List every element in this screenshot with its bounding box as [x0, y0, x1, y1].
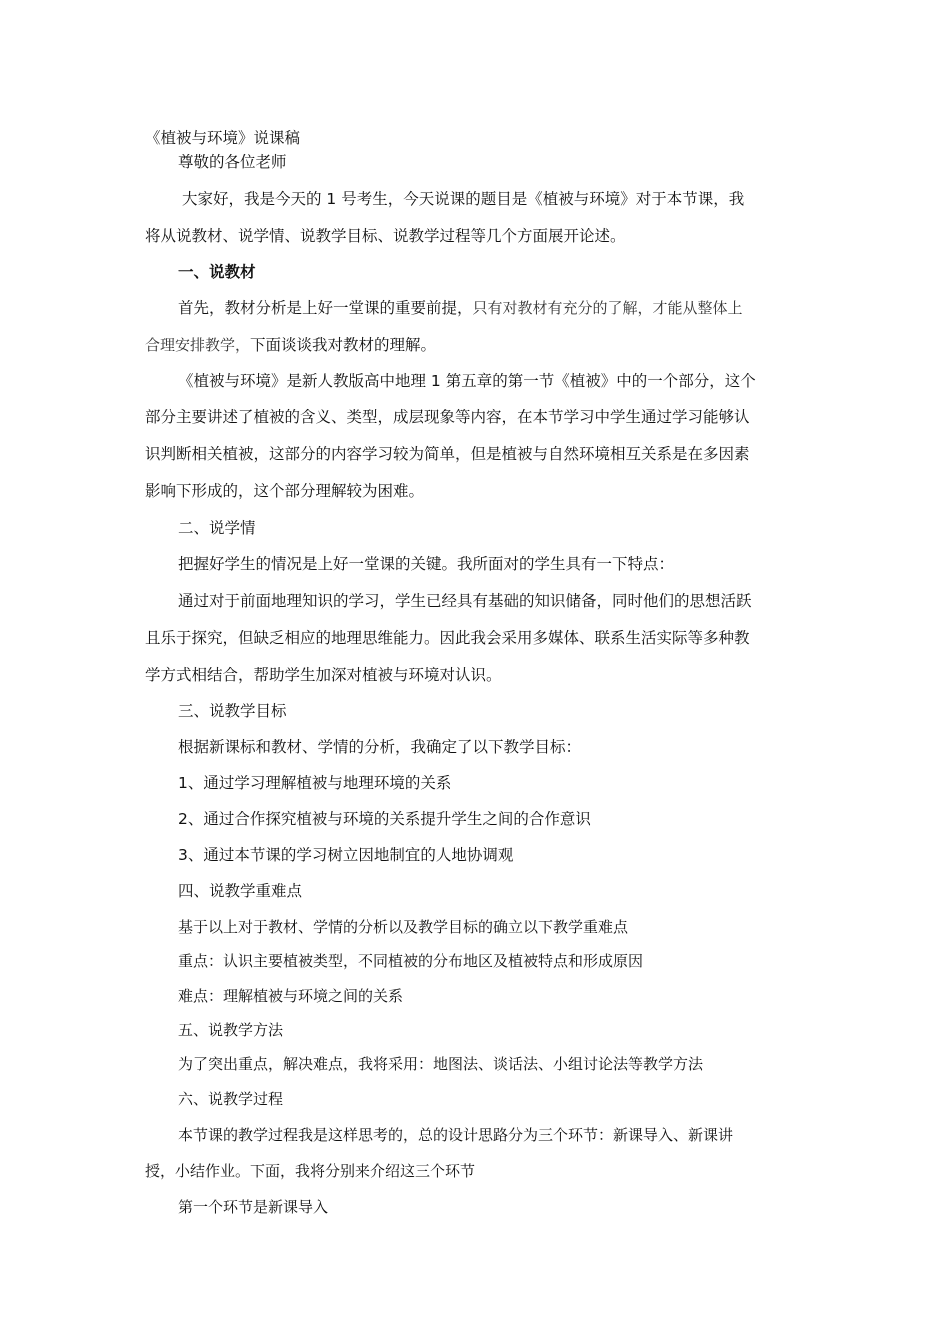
- intro-line-2: 将从说教材、说学情、说教学目标、说教学过程等几个方面展开论述。: [145, 227, 626, 245]
- section4-heading: 四、说教学重难点: [178, 882, 303, 900]
- section4-key-points: 重点：认识主要植被类型，不同植被的分布地区及植被特点和形成原因: [178, 952, 644, 970]
- section5-p1: 为了突出重点，解决难点，我将采用：地图法、谈话法、小组讨论法等教学方法: [178, 1055, 704, 1073]
- section3-heading: 三、说教学目标: [178, 702, 287, 720]
- section6-p1-line1: 本节课的教学过程我是这样思考的，总的设计思路分为三个环节：新课导入、新课讲: [178, 1126, 734, 1144]
- section1-p1-line1-a: 首先，教材分析是上好一堂课的重要前提，: [178, 299, 473, 317]
- section6-heading: 六、说教学过程: [178, 1090, 284, 1108]
- section6-p1-line2: 授，小结作业。下面，我将分别来介绍这三个环节: [145, 1162, 476, 1180]
- section4-difficult-points: 难点：理解植被与环境之间的关系: [178, 987, 404, 1005]
- section4-p1: 基于以上对于教材、学情的分析以及教学目标的确立以下教学重难点: [178, 918, 629, 936]
- section1-p1-line1: [178, 298, 743, 318]
- section1-heading: 一、说教材: [178, 263, 256, 281]
- section1-p2-line1: 《植被与环境》是新人教版高中地理 1 第五章的第一节《植被》中的一个部分，这个: [178, 372, 756, 390]
- section3-p1: 根据新课标和教材、学情的分析，我确定了以下教学目标：: [178, 738, 582, 756]
- section6-p2: 第一个环节是新课导入: [178, 1198, 329, 1216]
- section3-goal-2: 2、通过合作探究植被与环境的关系提升学生之间的合作意识: [178, 810, 591, 828]
- section1-p1-line2-b: 下面谈谈我对教材的理解。: [250, 336, 437, 354]
- section1-p2-line4: 影响下形成的，这个部分理解较为困难。: [145, 482, 425, 500]
- section1-p1-line2: [145, 335, 436, 355]
- section5-heading: 五、说教学方法: [178, 1021, 284, 1039]
- section2-p2-line2: 且乐于探究，但缺乏相应的地理思维能力。因此我会采用多媒体、联系生活实际等多种教: [145, 629, 750, 647]
- section2-p2-line1: 通过对于前面地理知识的学习，学生已经具有基础的知识储备，同时他们的思想活跃: [178, 592, 752, 610]
- intro-line-1: 大家好，我是今天的 1 号考生，今天说课的题目是《植被与环境》对于本节课，我: [182, 190, 745, 208]
- section2-p2-line3: 学方式相结合，帮助学生加深对植被与环境对认识。: [145, 666, 502, 684]
- document-title: 《植被与环境》说课稿: [145, 129, 301, 147]
- section1-p1-line2-a: 合理安排教学，: [145, 336, 251, 354]
- section1-p2-line2: 部分主要讲述了植被的含义、类型，成层现象等内容，在本节学习中学生通过学习能够认: [145, 408, 750, 426]
- section1-p1-line1-b: 只有对教材有充分的了解，才能从整体上: [472, 299, 743, 317]
- section2-heading: 二、说学情: [178, 519, 256, 537]
- section1-p2-line3: 识判断相关植被，这部分的内容学习较为简单，但是植被与自然环境相互关系是在多因素: [145, 445, 750, 463]
- section3-goal-3: 3、通过本节课的学习树立因地制宜的人地协调观: [178, 846, 514, 864]
- salutation: 尊敬的各位老师: [178, 153, 287, 171]
- section3-goal-1: 1、通过学习理解植被与地理环境的关系: [178, 774, 452, 792]
- section2-p1: 把握好学生的情况是上好一堂课的关键。我所面对的学生具有一下特点：: [178, 555, 675, 573]
